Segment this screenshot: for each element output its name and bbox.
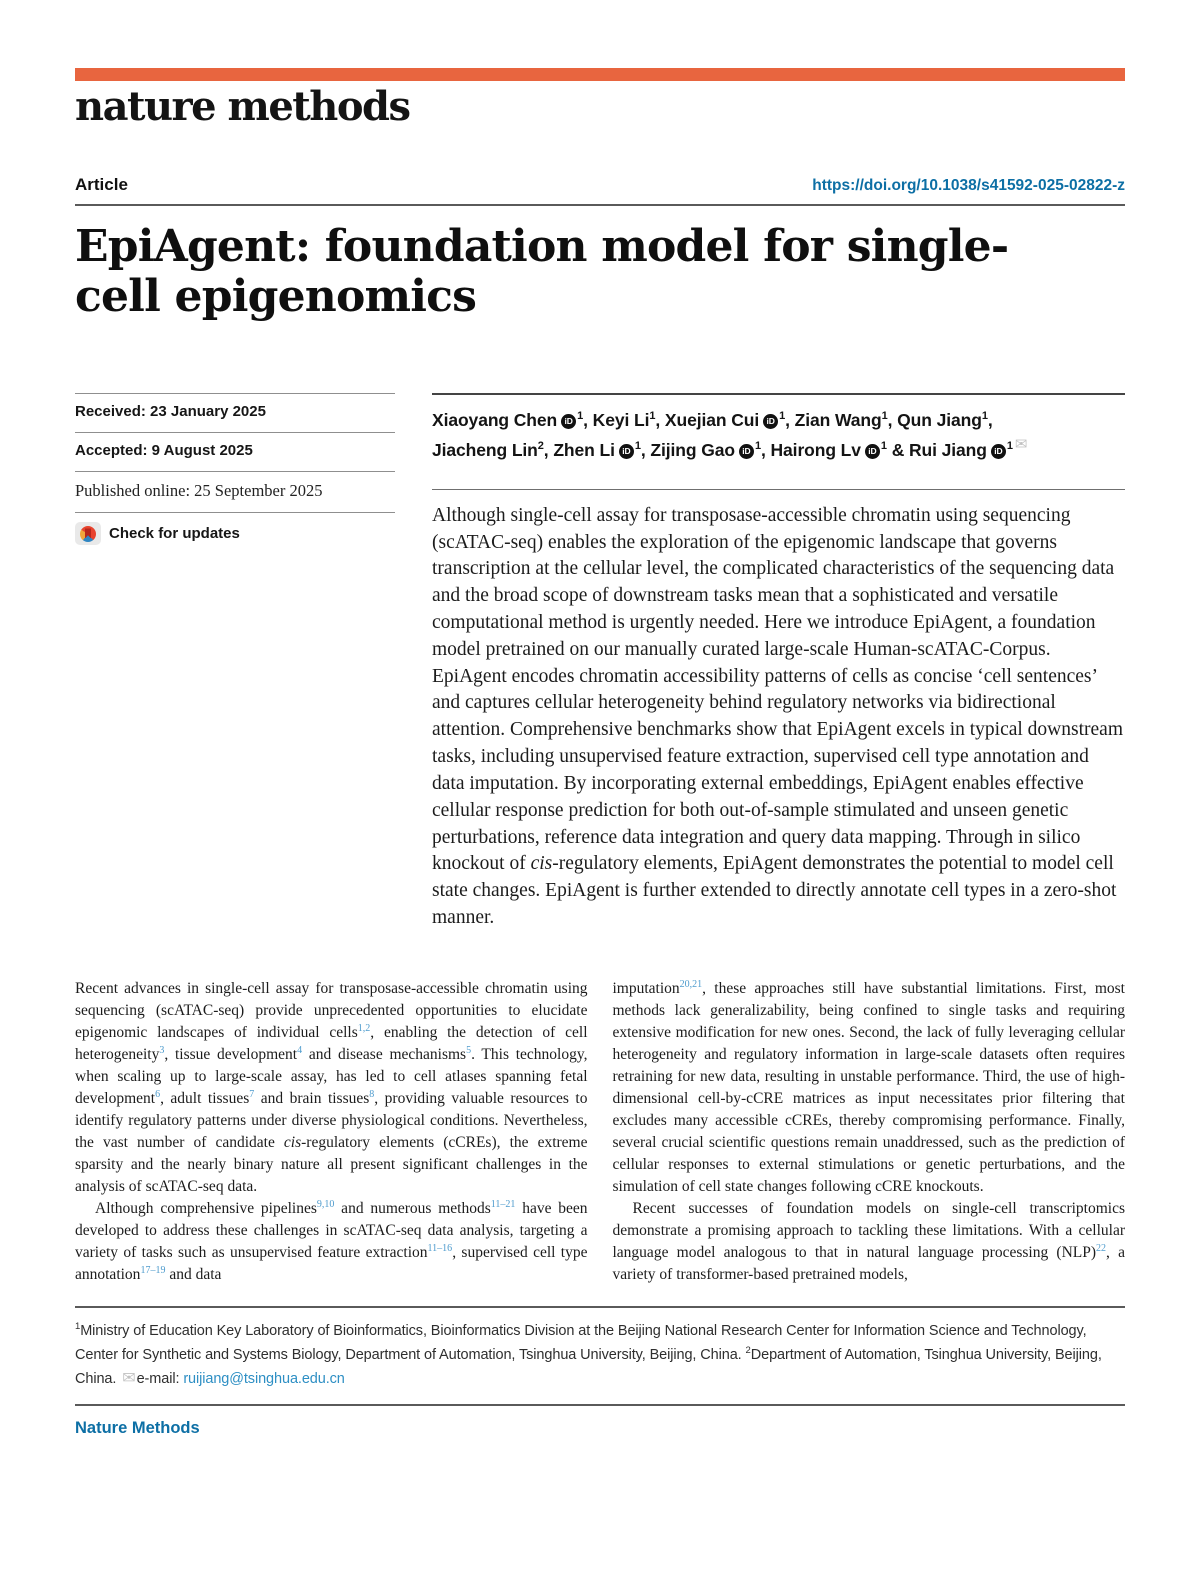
reference-superscript[interactable]: 9,10: [316, 1198, 335, 1210]
article-type-label: Article: [75, 175, 128, 194]
author-list: Xiaoyang Chen iD $^1$, Keyi Li$^1$, Xuejian Cui iD $^1$, Zian Wang$^1$, Qun Jiang$^1$, Jiacheng Lin$^2$, Zhen Li iD $^1$, Zijing Gao iD $^1$, Hairong Lv iD $^1$ & Rui Jiang iD $^1$ ✉: [432, 410, 1028, 460]
reference-superscript[interactable]: 22: [1096, 1242, 1107, 1254]
body-column-left: [75, 978, 588, 1286]
authors-abstract-column: [432, 393, 1125, 931]
orcid-icon[interactable]: iD: [619, 444, 634, 459]
reference-superscript[interactable]: 5: [466, 1044, 472, 1056]
affiliations-text: $^1$Ministry of Education Key Laboratory of Bioinformatics, Bioinformatics Division at the Beijing National Research Center for Information Science and Technology, Center for Synthetic and Systems Biology, Department of Automation, Tsinghua University, Beijing, China. $^2$Department of Automation, Tsinghua University, Beijing, China. ✉e-mail: ruijiang@tsinghua.edu.cn: [75, 1320, 1102, 1388]
footer-journal-name: Nature Methods: [75, 1418, 200, 1437]
email-envelope-icon[interactable]: ✉: [122, 1370, 136, 1388]
doi-link[interactable]: https://doi.org/10.1038/s41592-025-02822-z: [812, 177, 1125, 194]
orcid-icon[interactable]: iD: [865, 444, 880, 459]
page-title: EpiAgent: foundation model for single-cell epigenomics: [75, 221, 1009, 322]
journal-logo: nature methods: [75, 83, 410, 130]
reference-superscript[interactable]: 11–16: [427, 1242, 453, 1254]
accepted-date-row: [75, 432, 395, 471]
reference-superscript[interactable]: 8: [369, 1088, 375, 1100]
crossmark-icon: [75, 522, 101, 545]
article-history-sidebar: [75, 393, 395, 931]
authors-block: [432, 393, 1125, 462]
email-envelope-icon[interactable]: ✉: [1014, 435, 1028, 453]
article-header: [75, 175, 1125, 206]
reference-superscript[interactable]: 3: [159, 1044, 165, 1056]
published-date-row: [75, 471, 395, 512]
reference-superscript[interactable]: 7: [249, 1088, 255, 1100]
received-date: Received: 23 January 2025: [75, 403, 266, 421]
reference-superscript[interactable]: 11–21: [490, 1198, 516, 1210]
orcid-icon[interactable]: iD: [763, 414, 778, 429]
body-paragraph: Recent advances in single-cell assay for transposase-accessible chromatin using sequencing (scATAC-seq) provide unprecedented opportunities to elucidate epigenomic landscapes of individual cells$^{1,2}$, enabling the detection of cell heterogeneity$^3$, tissue development$^4$ and disease mechanisms$^5$. This technology, when scaling up to large-scale assay, has led to cell atlases spanning fetal development$^6$, adult tissues$^7$ and brain tissues$^8$, providing valuable resources to identify regulatory patterns under diverse physiological conditions. Nevertheless, the vast number of candidate cis-regulatory elements (cCREs), the extreme sparsity and the nearly binary nature all present significant challenges in the analysis of scATAC-seq data.: [75, 979, 588, 1195]
reference-superscript[interactable]: 4: [297, 1044, 303, 1056]
check-for-updates-label: Check for updates: [109, 525, 240, 543]
brand-accent-bar: [75, 68, 1125, 81]
body-column-right: [613, 978, 1126, 1286]
reference-superscript[interactable]: 1,2: [357, 1022, 371, 1034]
orcid-icon[interactable]: iD: [739, 444, 754, 459]
body-text-section: [75, 978, 1125, 1286]
received-date-row: [75, 393, 395, 432]
body-paragraph: Recent successes of foundation models on single-cell transcriptomics demonstrate a promising approach to tackling these limitations. With a cellular language model analogous to that in natural language processing (NLP)$^{22}$, a variety of transformer-based pretrained models,: [612, 1199, 1125, 1283]
affiliations-block: [75, 1306, 1125, 1392]
orcid-icon[interactable]: iD: [561, 414, 576, 429]
orcid-icon[interactable]: iD: [991, 444, 1006, 459]
abstract-block: [432, 489, 1125, 932]
abstract-text: Although single-cell assay for transposase-accessible chromatin using sequencing (scATAC-seq) enables the exploration of the epigenomic landscape that governs transcription at the cellular level, the complicated characteristics of the sequencing data and the broad scope of downstream tasks mean that a sophisticated and versatile computational method is urgently needed. Here we introduce EpiAgent, a foundation model pretrained on our manually curated large-scale Human-scATAC-Corpus. EpiAgent encodes chromatin accessibility patterns of cells as concise ‘cell sentences’ and captures cellular heterogeneity behind regulatory networks via bidirectional attention. Comprehensive benchmarks show that EpiAgent excels in typical downstream tasks, including unsupervised feature extraction, supervised cell type annotation and data imputation. By incorporating external embeddings, EpiAgent enables effective cellular response prediction for both out-of-sample stimulated and unseen genetic perturbations, reference data integration and query data mapping. Through in silico knockout of cis-regulatory elements, EpiAgent demonstrates the potential to model cell state changes. EpiAgent is further extended to directly annotate cell types in a zero-shot manner.: [432, 504, 1123, 928]
check-for-updates-button[interactable]: [75, 512, 395, 556]
published-date: Published online: 25 September 2025: [75, 481, 323, 501]
body-paragraph: Although comprehensive pipelines$^{9,10}$ and numerous methods$^{11-21}$ have been developed to address these challenges in scATAC-seq data analysis, targeting a variety of tasks such as unsupervised feature extraction$^{11-16}$, supervised cell type annotation$^{17-19}$ and data: [75, 1198, 588, 1283]
title-meta-section: [75, 393, 1125, 931]
accepted-date: Accepted: 9 August 2025: [75, 442, 253, 460]
reference-superscript[interactable]: 6: [155, 1088, 161, 1100]
reference-superscript[interactable]: 17–19: [140, 1264, 166, 1276]
body-paragraph: imputation$^{20,21}$, these approaches still have substantial limitations. First, most methods lack generalizability, being confined to single tasks and requiring extensive modification for new ones. Second, the lack of fully leveraging cellular heterogeneity and regulatory information in large-scale datasets often requires retraining for new data, resulting in unstable performance. Third, the use of high-dimensional cell-by-cCRE matrices as input necessitates prior filtering that excludes many accessible cCREs, thereby compromising performance. Finally, several crucial scientific questions remain unaddressed, such as the prediction of cellular responses to external stimulations or genetic perturbations, and the simulation of cell state changes following cCRE knockouts.: [612, 978, 1125, 1195]
page-footer: [75, 1404, 1125, 1438]
email-link[interactable]: ruijiang@tsinghua.edu.cn: [183, 1371, 345, 1388]
reference-superscript[interactable]: 20,21: [679, 978, 703, 990]
